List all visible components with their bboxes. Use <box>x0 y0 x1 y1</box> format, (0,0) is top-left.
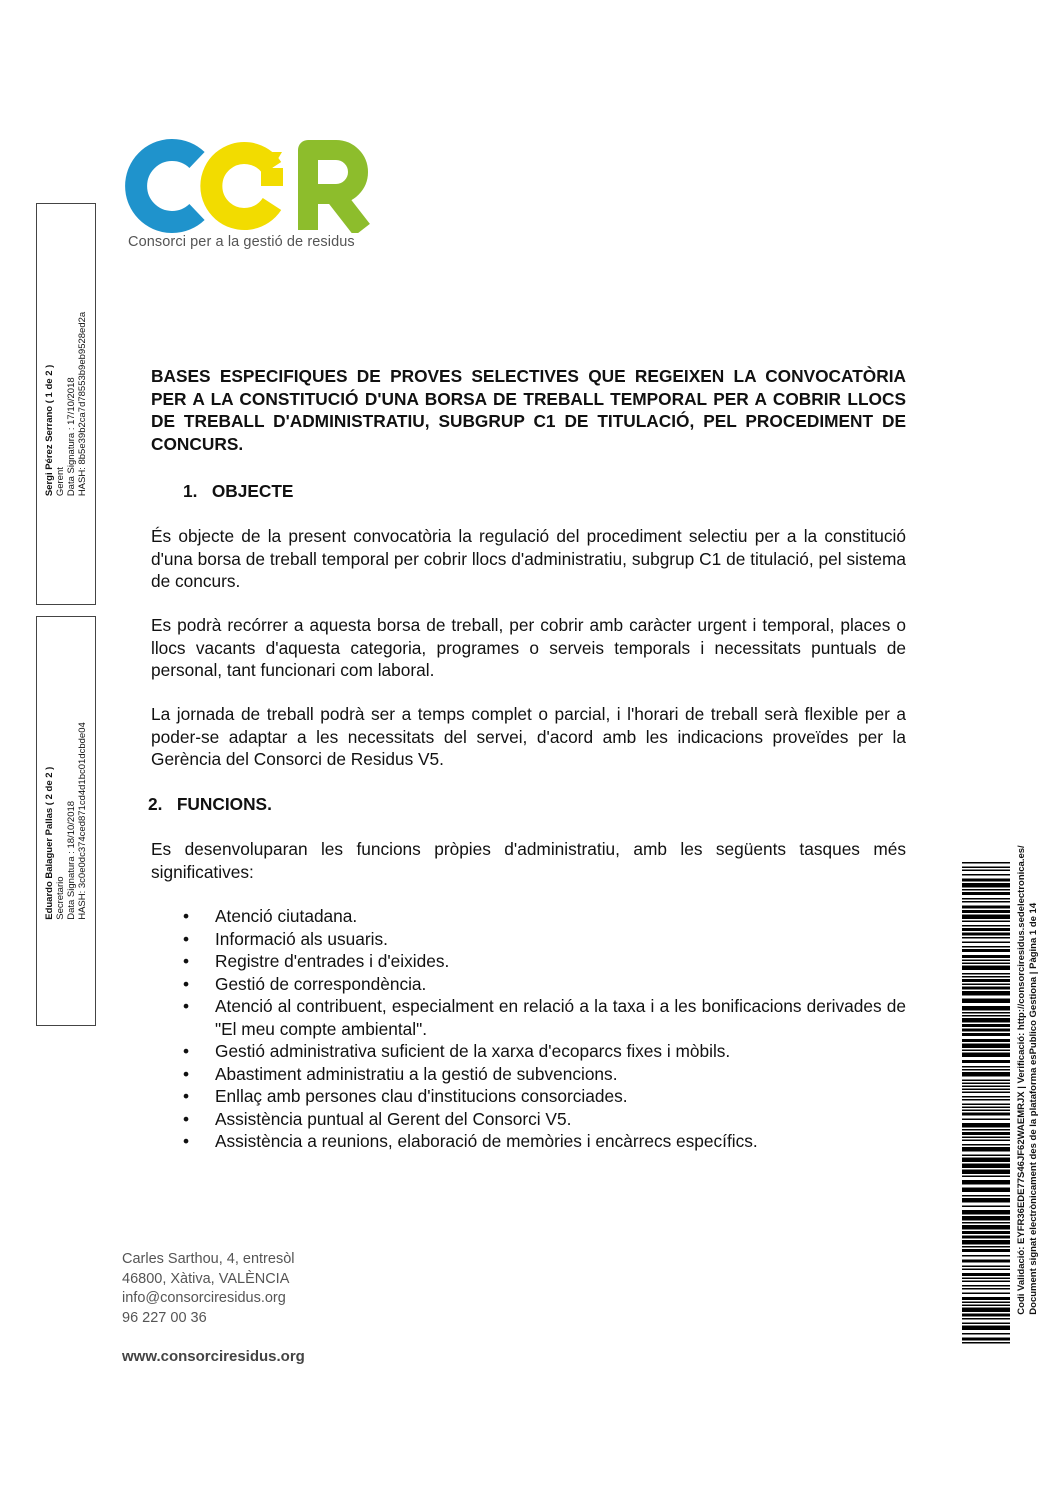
bullet-icon: • <box>183 996 190 1016</box>
section-1-heading <box>183 480 293 503</box>
barcode-bar <box>962 963 1010 965</box>
barcode-bar <box>962 892 1010 895</box>
list-item: • Gestió de correspondència. <box>183 973 427 994</box>
signature-hash: HASH: 8b5e39b2ca7d78553b9eb9528ed2a <box>77 311 88 497</box>
barcode-bar <box>962 933 1010 936</box>
barcode-bar <box>962 1240 1010 1245</box>
barcode-bar <box>962 1086 1010 1088</box>
barcode-bar <box>962 1144 1010 1146</box>
barcode-bar <box>962 1129 1010 1131</box>
bullet-icon: • <box>183 1063 190 1084</box>
logo-tagline: Consorci per a la gestió de residus <box>128 234 355 250</box>
paragraph: És objecte de la present convocatòria la regulació del procediment selectiu per a la constitució d'una borsa de treball temporal per cobrir llocs d'administratiu, subgrup C1 de titulació, pel sistema de concurs. <box>151 526 906 591</box>
barcode-bar <box>962 906 1010 909</box>
footer-address <box>122 1250 294 1328</box>
barcode-bar <box>962 1104 1010 1106</box>
barcode-bar <box>962 973 1010 975</box>
signer-role: Secretario <box>55 876 66 920</box>
signature-date: Data Signatura : 17/10/2018 <box>66 377 77 497</box>
barcode-bar <box>962 999 1010 1004</box>
signer-name: Sergi Pérez Serrano ( 1 de 2 ) <box>44 364 55 497</box>
cor-logo <box>122 138 382 233</box>
barcode-bar <box>962 1288 1010 1290</box>
document-title: BASES ESPECIFIQUES DE PROVES SELECTIVES QUE REGEIXEN LA CONVOCATÒRIA PER A LA CONSTITUCIÓ D'UNA BORSA DE TREBALL TEMPORAL PER A COBRIR LLOCS DE TREBALL D'ADMINISTRATIU, SUBGRUP C1 DE TITULACIÓ, PEL PROCEDIMENT DE CONCURS. <box>151 366 906 454</box>
section-number: 1. <box>183 481 198 501</box>
barcode-bar <box>962 979 1010 982</box>
barcode-bar <box>962 1123 1010 1128</box>
barcode-bar <box>962 879 1010 882</box>
verification-code: Codi Validació: EYFR36EDE77S46JF62WAEMRJX | Verificació: http://consorciresidus.sedelectronica.es/ <box>1016 845 1027 1315</box>
barcode-bar <box>962 1231 1010 1234</box>
barcode-bar <box>962 1297 1010 1300</box>
barcode-bar <box>962 1113 1010 1116</box>
barcode-bar <box>962 976 1010 978</box>
barcode-bar <box>962 1096 1010 1098</box>
logo-letter-r <box>308 150 362 230</box>
barcode-bar <box>962 1083 1010 1085</box>
barcode-bar <box>962 1089 1010 1091</box>
bullet-icon: • <box>183 951 190 971</box>
barcode-bar <box>962 987 1010 990</box>
barcode-bar <box>962 1210 1010 1215</box>
barcode-bar <box>962 1119 1010 1121</box>
barcode-bar <box>962 870 1010 872</box>
functions-list <box>183 905 906 1153</box>
barcode-bar <box>962 1266 1010 1268</box>
list-item: • Informació als usuaris. <box>183 928 388 949</box>
signature-hash: HASH: 3c0e0dc374ced871cd4d1bc01dcbde04 <box>77 722 88 920</box>
verification-text <box>1016 845 1040 1314</box>
barcode-bar <box>962 1323 1010 1325</box>
signature-box-1 <box>36 203 96 605</box>
barcode-bar <box>962 901 1010 903</box>
barcode-bar <box>962 1018 1010 1023</box>
bullet-icon: • <box>183 1131 190 1151</box>
barcode-bar <box>962 1338 1010 1341</box>
signer-name: Eduardo Balaguer Pallas ( 2 de 2 ) <box>44 766 55 920</box>
barcode-bar <box>962 883 1010 888</box>
barcode-bar <box>962 1236 1010 1239</box>
barcode-bar <box>962 910 1010 913</box>
barcode-bar <box>962 1269 1010 1271</box>
email-link[interactable]: info@consorciresidus.org <box>122 1290 286 1306</box>
barcode-bar <box>962 1006 1010 1011</box>
bullet-icon: • <box>183 928 190 949</box>
signature-box-2 <box>36 616 96 1026</box>
barcode-bar <box>962 1072 1010 1077</box>
barcode-bar <box>962 1326 1010 1331</box>
barcode-bar <box>962 1305 1010 1307</box>
barcode-bar <box>962 1308 1010 1313</box>
barcode-bar <box>962 1314 1010 1317</box>
barcode-bar <box>962 898 1010 900</box>
bullet-icon: • <box>183 1108 190 1129</box>
barcode-bar <box>962 925 1010 927</box>
barcode-bar <box>962 1050 1010 1052</box>
address-line: Carles Sarthou, 4, entresòl <box>122 1251 295 1267</box>
barcode-bar <box>962 1278 1010 1280</box>
barcode-bar <box>962 1029 1010 1032</box>
barcode-bar <box>962 921 1010 923</box>
barcode-bar <box>962 1107 1010 1109</box>
barcode-bar <box>962 1110 1010 1112</box>
bullet-icon: • <box>183 1041 190 1061</box>
barcode-bar <box>962 1225 1010 1230</box>
barcode-bar <box>962 915 1010 920</box>
barcode-bar <box>962 1147 1010 1152</box>
barcode-bar <box>962 942 1010 944</box>
barcode-bar <box>962 1222 1010 1224</box>
verification-platform: Document signat electrònicament des de la plataforma esPublico Gestiona | Pàgina 1 de 14 <box>1028 902 1039 1315</box>
section-title: FUNCIONS. <box>176 794 272 814</box>
barcode-bar <box>962 1293 1010 1295</box>
barcode-bar <box>962 937 1010 939</box>
barcode-bar <box>962 955 1010 958</box>
barcode-bar <box>962 1318 1010 1320</box>
list-item: • Registre d'entrades i d'eixides. <box>183 951 450 971</box>
barcode-bar <box>962 1164 1010 1169</box>
section-2-heading <box>148 793 272 816</box>
barcode-bar <box>962 1033 1010 1036</box>
list-item: • Abastiment administratiu a la gestió de subvencions. <box>183 1063 618 1084</box>
barcode-bar <box>962 1012 1010 1014</box>
barcode-bar <box>962 1158 1010 1163</box>
barcode-bar <box>962 1039 1010 1042</box>
barcode-bar <box>962 1180 1010 1185</box>
paragraph: La jornada de treball podrà ser a temps complet o parcial, i l'horari de treball serà flexible per a poder-se adaptar a les necessitats del servei, d'acord amb les indicacions proveïdes per la Gerència del Consorci de Residus V5. <box>151 704 906 769</box>
barcode-bar <box>962 1216 1010 1221</box>
logo-letter-o <box>211 152 282 219</box>
barcode-bar <box>962 1188 1010 1193</box>
barcode-bar <box>962 867 1010 869</box>
list-item: • Assistència puntual al Gerent del Consorci V5. <box>183 1108 572 1129</box>
barcode-bar <box>962 1260 1010 1263</box>
bullet-icon: • <box>183 973 190 994</box>
list-item: • Assistència a reunions, elaboració de memòries i encàrrecs específics. <box>183 1131 758 1151</box>
barcode-bar <box>962 1155 1010 1157</box>
barcode-bar <box>962 928 1010 931</box>
website-link[interactable]: www.consorciresidus.org <box>122 1348 305 1365</box>
barcode-bar <box>962 1342 1010 1344</box>
barcode-bar <box>962 984 1010 986</box>
barcode-bar <box>962 1285 1010 1287</box>
barcode-bar <box>962 1176 1010 1178</box>
barcode-bar <box>962 1053 1010 1058</box>
phone-number: 96 227 00 36 <box>122 1309 207 1326</box>
address-line: 46800, Xàtiva, VALÈNCIA <box>122 1270 290 1287</box>
barcode-bar <box>962 1092 1010 1094</box>
document-title-block <box>151 365 906 455</box>
barcode-bar <box>962 1132 1010 1135</box>
list-item: • Atenció al contribuent, especialment en relació a la taxa i a les bonificacions derivades de "El meu compte ambiental". <box>183 996 906 1039</box>
barcode-bar <box>962 1140 1010 1142</box>
barcode-bar <box>962 1024 1010 1027</box>
barcode-bar <box>962 1015 1010 1017</box>
barcode-bar <box>962 1170 1010 1175</box>
barcode-bar <box>962 1206 1010 1208</box>
list-item: • Atenció ciutadana. <box>183 906 358 926</box>
barcode-bar <box>962 1060 1010 1063</box>
barcode-bar <box>962 1273 1010 1276</box>
list-item: • Enllaç amb persones clau d'institucions consorciades. <box>183 1086 628 1106</box>
barcode-bar <box>962 966 1010 971</box>
signer-role: Gerent <box>55 467 66 497</box>
barcode-bar <box>962 1195 1010 1197</box>
paragraph: Es podrà recórrer a aquesta borsa de treball, per cobrir amb caràcter urgent i temporal, places o llocs vacants d'aquesta categoria, programes o serveis temporals i necessitats puntuals de personal, tant funcionari com laboral. <box>151 615 906 680</box>
list-item: • Gestió administrativa suficient de la xarxa d'ecoparcs fixes i mòbils. <box>183 1041 731 1061</box>
barcode-bar <box>962 960 1010 962</box>
barcode-bar <box>962 1080 1010 1082</box>
barcode-bar <box>962 991 1010 996</box>
signature-date: Data Signatura : 18/10/2018 <box>66 800 77 920</box>
section-number: 2. <box>148 794 163 814</box>
barcode-bar <box>962 1333 1010 1335</box>
barcode-bar <box>962 1099 1010 1101</box>
paragraph: Es desenvoluparan les funcions pròpies d'administratiu, amb les següents tasques més significatives: <box>151 839 906 882</box>
barcode-bar <box>962 1044 1010 1049</box>
bullet-icon: • <box>183 906 190 926</box>
barcode-bar <box>962 889 1010 891</box>
barcode-bar <box>962 1198 1010 1203</box>
barcode-bar <box>962 1255 1010 1257</box>
logo-letter-c <box>136 150 197 222</box>
barcode-bar <box>962 1281 1010 1283</box>
barcode-bar <box>962 1066 1010 1068</box>
barcode-bar <box>962 1137 1010 1139</box>
barcode-bar <box>962 1249 1010 1252</box>
barcode-bar <box>962 949 1010 952</box>
bullet-icon: • <box>183 1086 190 1106</box>
barcode-bar <box>962 1302 1010 1304</box>
section-title: OBJECTE <box>211 481 294 501</box>
barcode-bar <box>962 1246 1010 1248</box>
barcode-bar <box>962 1069 1010 1071</box>
barcode <box>962 862 1010 1344</box>
barcode-bar <box>962 874 1010 876</box>
barcode-bar <box>962 946 1010 948</box>
barcode-bar <box>962 862 1010 864</box>
